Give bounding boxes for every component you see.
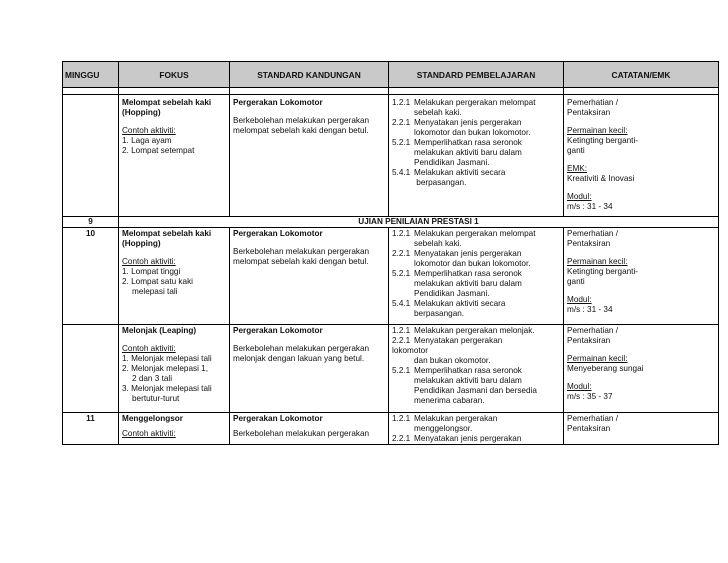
kandungan-desc: Berkebolehan melakukan pergerakan <box>233 247 370 256</box>
standard-item: 5.2.1 Memperlihatkan rasa seronok melakukan aktiviti baru dalam Pendidikan Jasmani dan bersedia menerima cabaran. <box>392 366 537 405</box>
kandungan-desc: melompat sebelah kaki dengan betul. <box>233 257 369 266</box>
standard-item: 5.2.1 Memperlihatkan rasa seronok melakukan aktiviti baru dalam Pendidikan Jasmani. <box>392 138 522 167</box>
standard-item: 1.2.1 Melakukan pergerakan melompat sebelah kaki. <box>392 98 536 117</box>
pentaksiran-text: Pentaksiran <box>567 336 611 345</box>
activity-item: 1. Lompat tinggi <box>122 267 181 276</box>
header-row <box>63 62 719 88</box>
standard-item: 2.2.1 Menyatakan jenis pergerakan lokomotor dan bukan lokomotor. <box>392 118 531 137</box>
modul-text: m/s : 31 - 34 <box>567 305 613 314</box>
permainan-label: Permainan kecil: <box>567 126 628 135</box>
kandungan-desc: Berkebolehan melakukan pergerakan <box>233 116 370 125</box>
pembelajaran-cell <box>389 413 564 445</box>
pembelajaran-cell <box>389 325 564 413</box>
permainan-text: Menyeberang sungai <box>567 364 644 373</box>
permainan-label: Permainan kecil: <box>567 354 628 363</box>
activity-item: melepasi tali <box>132 287 178 296</box>
modul-label: Modul: <box>567 192 592 201</box>
permainan-text: Ketingting berganti- <box>567 267 639 276</box>
permainan-label: Permainan kecil: <box>567 257 628 266</box>
table-row <box>63 325 719 413</box>
standard-item: 5.2.1 Memperlihatkan rasa seronok melakukan aktiviti baru dalam Pendidikan Jasmani. <box>392 269 522 298</box>
activity-item: 2. Lompat setempat <box>122 146 195 155</box>
lesson-plan-table <box>62 61 719 445</box>
header-fokus: FOKUS <box>119 62 230 88</box>
emk-text: Kreativiti & Inovasi <box>567 174 635 183</box>
minggu-cell <box>63 325 119 413</box>
pentaksiran-text: Pemerhatian / <box>567 229 618 238</box>
pentaksiran-text: Pemerhatian / <box>567 98 618 107</box>
fokus-title: (Hopping) <box>122 239 161 248</box>
standard-item: 1.2.1 Melakukan pergerakan menggelongsor. <box>392 414 498 433</box>
catatan-cell <box>564 95 719 217</box>
standard-item: 2.2.1 Menyatakan jenis pergerakan lokomotor dan bukan lokomotor. <box>392 249 531 268</box>
minggu-cell: 11 <box>63 413 119 445</box>
contoh-label: Contoh aktiviti: <box>122 344 176 353</box>
activity-item: 2. Melonjak melepasi 1, <box>122 364 209 373</box>
standard-item: 1.2.1 Melakukan pergerakan melompat sebelah kaki. <box>392 229 536 248</box>
exam-label: UJIAN PENILAIAN PRESTASI 1 <box>119 217 719 228</box>
kandungan-cell <box>230 413 389 445</box>
pentaksiran-text: Pentaksiran <box>567 239 611 248</box>
kandungan-cell <box>230 228 389 325</box>
minggu-cell: 10 <box>63 228 119 325</box>
permainan-text: ganti <box>567 277 585 286</box>
header-minggu: MINGGU <box>63 62 119 88</box>
catatan-cell <box>564 228 719 325</box>
spacer-row <box>63 88 719 95</box>
exam-row <box>63 217 719 228</box>
header-standard-pembelajaran: STANDARD PEMBELAJARAN <box>389 62 564 88</box>
catatan-cell <box>564 325 719 413</box>
fokus-title: Melompat sebelah kaki <box>122 229 212 238</box>
activity-item: 3. Melonjak melepasi tali <box>122 384 212 393</box>
fokus-title: (Hopping) <box>122 108 161 117</box>
kandungan-title: Pergerakan Lokomotor <box>233 98 323 107</box>
activity-item: bertutur-turut <box>132 394 180 403</box>
header-standard-kandungan: STANDARD KANDUNGAN <box>230 62 389 88</box>
fokus-title: Melompat sebelah kaki <box>122 98 212 107</box>
activity-item: 2 dan 3 tali <box>132 374 173 383</box>
standard-item: 5.4.1 Melakukan aktiviti secara berpasangan. <box>392 168 506 187</box>
pembelajaran-cell <box>389 95 564 217</box>
pembelajaran-cell <box>389 228 564 325</box>
standard-item: lokomotor <box>392 346 428 355</box>
header-catatan-emk: CATATAN/EMK <box>564 62 719 88</box>
modul-text: m/s : 31 - 34 <box>567 202 613 211</box>
fokus-title: Menggelongsor <box>122 414 183 423</box>
kandungan-desc: melompat sebelah kaki dengan betul. <box>233 126 369 135</box>
activity-item: 1. Laga ayam <box>122 136 172 145</box>
catatan-cell <box>564 413 719 445</box>
permainan-text: Ketingting berganti- <box>567 136 639 145</box>
table-row <box>63 413 719 445</box>
pentaksiran-text: Pemerhatian / <box>567 326 618 335</box>
fokus-cell <box>119 95 230 217</box>
kandungan-desc: melonjak dengan lakuan yang betul. <box>233 354 365 363</box>
kandungan-desc: Berkebolehan melakukan pergerakan <box>233 344 370 353</box>
table-row <box>63 95 719 217</box>
kandungan-title: Pergerakan Lokomotor <box>233 326 323 335</box>
fokus-cell <box>119 325 230 413</box>
fokus-title: Melonjak (Leaping) <box>122 326 197 335</box>
standard-item: dan bukan okomotor. <box>414 356 491 365</box>
table-row <box>63 228 719 325</box>
modul-text: m/s : 35 - 37 <box>567 392 613 401</box>
pentaksiran-text: Pentaksiran <box>567 108 611 117</box>
kandungan-desc: Berkebolehan melakukan pergerakan <box>233 429 370 438</box>
fokus-cell <box>119 228 230 325</box>
activity-item: 2. Lompat satu kaki <box>122 277 193 286</box>
emk-label: EMK: <box>567 164 588 173</box>
modul-label: Modul: <box>567 295 592 304</box>
standard-item: 2.2.1 Menyatakan jenis pergerakan <box>392 434 522 443</box>
standard-item: 2.2.1 Menyatakan pergerakan <box>392 336 503 345</box>
kandungan-title: Pergerakan Lokomotor <box>233 414 323 423</box>
minggu-cell <box>63 95 119 217</box>
contoh-label: Contoh aktiviti: <box>122 257 176 266</box>
pentaksiran-text: Pentaksiran <box>567 424 611 433</box>
activity-item: 1. Melonjak melepasi tali <box>122 354 212 363</box>
standard-item: 5.4.1 Melakukan aktiviti secara berpasangan. <box>392 299 506 318</box>
minggu-cell: 9 <box>63 217 119 228</box>
pentaksiran-text: Pemerhatian / <box>567 414 618 423</box>
kandungan-cell <box>230 95 389 217</box>
permainan-text: ganti <box>567 146 585 155</box>
modul-label: Modul: <box>567 382 592 391</box>
standard-item: 1.2.1 Melakukan pergerakan melonjak. <box>392 326 535 335</box>
kandungan-title: Pergerakan Lokomotor <box>233 229 323 238</box>
kandungan-cell <box>230 325 389 413</box>
contoh-label: Contoh aktiviti: <box>122 126 176 135</box>
fokus-cell <box>119 413 230 445</box>
contoh-label: Contoh aktiviti: <box>122 429 176 438</box>
